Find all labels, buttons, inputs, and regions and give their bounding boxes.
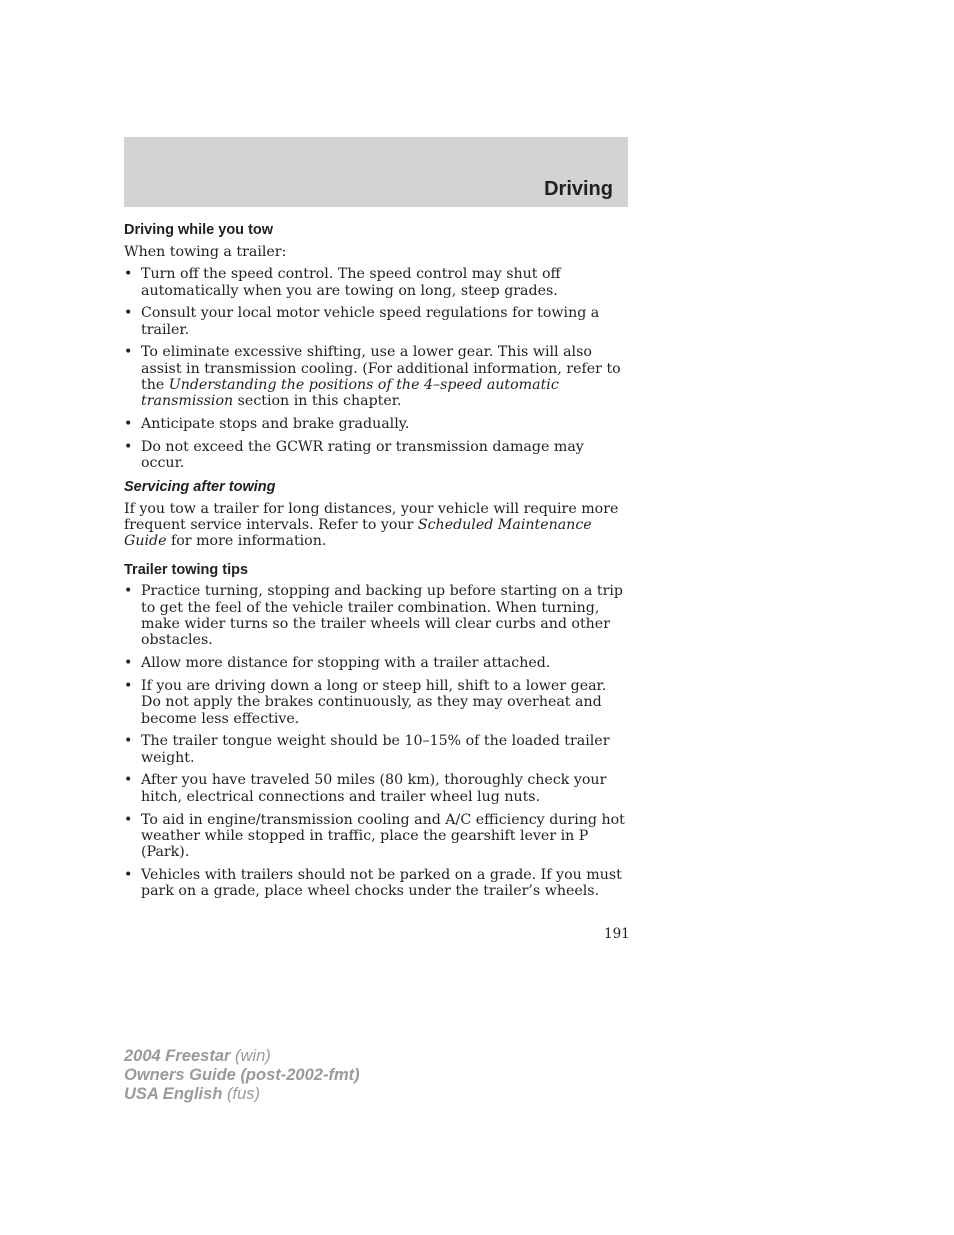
section-title-driving-while-you-tow: Driving while you tow xyxy=(124,222,274,238)
tips-bullet-list xyxy=(124,583,628,899)
towing-bullet-list xyxy=(124,266,628,471)
bullet-icon: • xyxy=(124,677,133,694)
bullet-icon: • xyxy=(124,344,133,361)
page-content xyxy=(124,220,628,900)
bullet-icon: • xyxy=(124,438,133,455)
footer-line-guide: Owners Guide (post-2002-fmt) xyxy=(124,1066,360,1084)
bullet-icon: • xyxy=(124,583,133,600)
list-item: • Allow more distance for stopping with a trailer attached. xyxy=(124,655,551,672)
section-title-trailer-towing-tips: Trailer towing tips xyxy=(124,562,249,579)
bullet-icon: • xyxy=(124,772,133,789)
page-number: 191 xyxy=(604,926,630,942)
list-item: • The trailer tongue weight should be 10–15% of the loaded trailer weight. xyxy=(124,733,610,766)
footer-line-model: 2004 Freestar (win) xyxy=(124,1047,271,1065)
list-item: • To eliminate excessive shifting, use a lower gear. This will also assist in transmission cooling. (For additional information, refer to the Understanding the positions of the 4–speed automatic transmission section in this chapter. xyxy=(124,344,621,410)
list-item: • Vehicles with trailers should not be parked on a grade. If you must park on a grade, place wheel chocks under the trailer’s wheels. xyxy=(124,866,622,900)
bullet-icon: • xyxy=(124,733,133,750)
list-item: • Turn off the speed control. The speed control may shut off automatically when you are towing on long, steep grades. xyxy=(124,266,561,299)
section-title-servicing-after-towing: Servicing after towing xyxy=(124,478,276,495)
list-item: • Practice turning, stopping and backing up before starting on a trip to get the feel of the vehicle trailer combination. When turning, make wider turns so the trailer wheels will clear curbs and other obstacles. xyxy=(124,583,623,649)
section-intro: When towing a trailer: xyxy=(124,244,287,260)
guide-reference-italic: Scheduled Maintenance Guide xyxy=(124,516,592,550)
list-item: • If you are driving down a long or steep hill, shift to a lower gear. Do not apply the brakes continuously, as they may overheat and become less effective. xyxy=(124,677,607,727)
bullet-icon: • xyxy=(124,866,133,883)
list-item: • Anticipate stops and brake gradually. xyxy=(124,416,410,433)
bullet-icon: • xyxy=(124,305,133,322)
bullet-icon: • xyxy=(124,811,133,828)
bullet-icon: • xyxy=(124,266,133,283)
chapter-header-band xyxy=(124,137,628,207)
list-item: • Consult your local motor vehicle speed regulations for towing a trailer. xyxy=(124,305,600,338)
cross-reference-italic: Understanding the positions of the 4–speed automatic transmission xyxy=(141,377,559,410)
bullet-icon: • xyxy=(124,416,133,433)
list-item: • To aid in engine/transmission cooling and A/C efficiency during hot weather while stopped in traffic, place the gearshift lever in P (Park). xyxy=(124,811,625,861)
servicing-paragraph: If you tow a trailer for long distances, your vehicle will require more frequent service intervals. Refer to your Scheduled Maintenance Guide for more information. xyxy=(124,500,619,550)
document-footer xyxy=(124,1047,360,1104)
bullet-icon: • xyxy=(124,655,133,672)
list-item: • Do not exceed the GCWR rating or transmission damage may occur. xyxy=(124,438,584,472)
list-item: • After you have traveled 50 miles (80 km), thoroughly check your hitch, electrical connections and trailer wheel lug nuts. xyxy=(124,772,607,805)
chapter-title: Driving xyxy=(544,178,613,200)
footer-line-language: USA English (fus) xyxy=(124,1085,260,1103)
